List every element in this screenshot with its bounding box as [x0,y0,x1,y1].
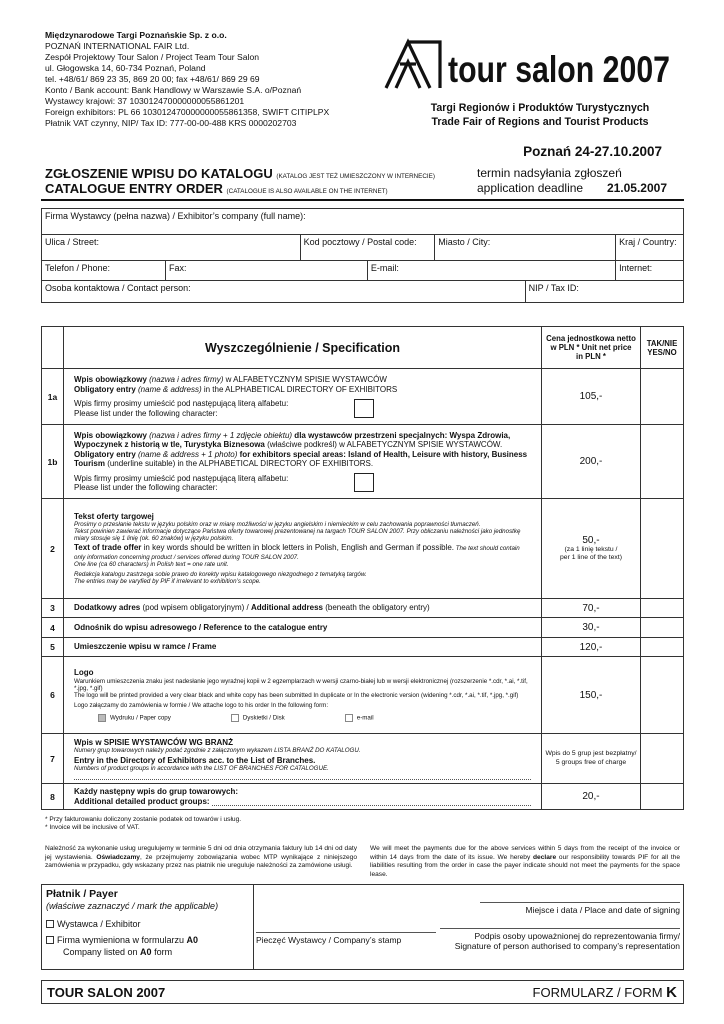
row-description: Umieszczenie wpisu w ramce / Frame [64,638,542,657]
r2-price: 50,- [582,535,600,546]
company-details-table [41,208,684,303]
r2-en-i: The text should contain only information concerning product / services offered during TOUR SALON 2007. [74,545,520,561]
row-price: 105,- [542,369,641,425]
r7-note-en: 5 groups free of charge [555,758,627,766]
r1a-l1r: w ALFABETYCZNYM SPISIE WYSTAWCÓW [223,375,387,385]
fair-name [395,101,685,129]
fair-name-en: Trade Fair of Regions and Tourist Products [431,116,649,128]
r3-b2: Additional address [250,603,323,613]
title-pl-note: (KATALOG JEST TEŻ UMIESZCZONY W INTERNECIE) [276,173,435,180]
organizer-line: Wystawcy krajowi: 37 103012470000000055861201 [45,96,245,106]
fax-field[interactable] [166,261,368,281]
deadline-label-en: application deadline [477,181,584,195]
r1b-l1n: (właściwe podkreśl) w ALFABETYCZNYM SPISIE WYSTAWCÓW. [264,440,503,450]
r3-r1: (pod wpisem obligatoryjnym) / [140,603,251,613]
r2-p4: The entries may be varyfied by PIF if irrelevant to exhibition’s scope. [74,578,261,586]
payer-company-option[interactable] [46,934,249,946]
company-name-label: Firma Wystawcy (pełna nazwa) / Exhibitor’s company (full name): [45,211,306,221]
row-num: 4 [42,618,64,638]
form-footer [41,980,684,1004]
r1a-letter-en: Please list under the following character: [74,408,218,418]
row-price: 30,- [542,618,641,638]
postal-code-field[interactable] [300,235,435,261]
contact-label: Osoba kontaktowa / Contact person: [45,283,191,293]
r1b-l1b: Wpis obowiązkowy [74,430,147,440]
nip-label: NIP / Tax ID: [528,283,579,293]
r1b-letter-en: Please list under the following character: [74,482,218,492]
place-date-field[interactable]: Miejsce i data / Place and date of signing [480,902,680,915]
r2-en-line: One line (ca 60 characters) in Polish text = one rate unit. [74,560,229,568]
contact-person-field[interactable] [42,281,526,303]
terms-pl-a: Należność za wykonanie usług uregulujemy w terminie 5 dni od dnia otrzymania faktury lub 14 dni od daty jej wystawienia. [45,845,357,861]
paper-copy-option[interactable] [98,714,171,722]
row-num: 6 [42,657,64,734]
r1a-l2r: in the ALPHABETICAL DIRECTORY OF EXHIBITORS [201,384,398,394]
r3-b1: Dodatkowy adres [74,603,141,613]
phone-field[interactable] [42,261,166,281]
row-num: 7 [42,734,64,784]
fax-label: Fax: [169,263,187,273]
r7-t2: Numery grup towarowych należy podać zgodnie z załączonym wykazem LISTA BRANŻ DO KATALOGU. [74,746,361,754]
payer-title: Płatnik / Payer [46,888,118,900]
internet-field[interactable] [616,261,684,281]
r2-price-note-pl: (za 1 linię tekstu / [564,546,618,553]
organizer-line: tel. +48/61/ 869 23 35, 869 20 00; fax +48/61/ 869 29 69 [45,74,260,84]
payer-company-label-en: Company listed on [63,947,141,957]
payer-company-label: Firma wymieniona w formularzu [57,935,187,945]
logo-text: tour salon 2007 [448,49,670,90]
disk-label: Dyskietki / Disk [242,714,285,722]
tour-salon-logo [382,36,674,94]
yes-no-cell[interactable] [641,599,684,618]
internet-label: Internet: [619,263,653,273]
table-row [42,599,684,618]
spec-header-num [42,327,64,369]
groups-input-line[interactable] [74,774,531,780]
r1a-letter-pl: Wpis firmy prosimy umieścić pod następującą literą alfabetu: [74,399,289,409]
organizer-info [45,30,385,129]
r1a-l1i: (nazwa i adres firmy) [146,375,224,385]
checkbox-icon[interactable] [98,714,106,722]
payment-terms-en [370,845,680,879]
r2-en-b: Text of trade offer [74,543,142,553]
table-row [42,425,684,499]
r8-t2: Additional detailed product groups: [74,796,210,806]
r2-price-note-en: per 1 line of the text) [560,554,622,561]
title-en-text: CATALOGUE ENTRY ORDER [45,181,223,196]
table-row [42,734,684,784]
r1b-l2r: for exhibitors special areas: Island of Health, Leisure with history, Business Tourism [74,449,528,468]
table-row [42,657,684,734]
table-row [42,618,684,638]
row-description [64,784,542,810]
vat-note-en: * Invoice will be inclusive of VAT. [45,824,140,832]
table-row [42,499,684,599]
row-price [542,734,641,784]
yes-no-cell[interactable] [641,784,684,810]
r7-t1: Wpis w SPISIE WYSTAWCÓW WG BRANŻ [74,737,233,747]
r1a-l2b: Obligatory entry [74,384,136,394]
r2-title: Tekst oferty targowej [74,511,154,521]
yes-no-header: TAK/NIE YES/NO [641,327,684,369]
city-label: Miasto / City: [438,237,491,247]
email-option[interactable] [345,714,374,722]
terms-en-b: declare [533,853,557,861]
r3-r2: (beneath the obligatory entry) [322,603,430,613]
row-description: Odnośnik do wpisu adresowego / Reference to the catalogue entry [64,618,542,638]
row-description [64,657,542,734]
terms-en-a: We will meet the payments due for the above services within 5 days from the receipt of the invoice or within 14 days from the date of its issue. We hereby [370,845,680,861]
specification-table [41,326,684,810]
email-label: E-mail: [370,263,399,273]
row-num: 2 [42,499,64,599]
r6-order: Logo załączamy do zamówienia w formie / We attache logo to his order In the following form: [74,702,329,710]
r7-t3: Entry in the Directory of Exhibitors acc. to the List of Branches. [74,756,316,765]
payer-company-form: A0 [186,935,199,945]
r2-p1: Prosimy o przesłanie tekstu w języku polskim oraz w miarę możliwości w języku angielskim i niemieckim w celu zachowania poprawności tłumaczeń. [74,520,481,528]
payer-company-form-en: A0 [140,947,152,957]
table-row [42,784,684,810]
row-price: 20,- [542,784,641,810]
title-pl-text: ZGŁOSZENIE WPISU DO KATALOGU [45,166,273,181]
form-title-pl [45,166,435,181]
yes-no-cell[interactable] [641,618,684,638]
email-option-label: e-mail [356,714,374,722]
fair-name-pl: Targi Regionów i Produktów Turystycznych [430,102,650,114]
yes-no-cell[interactable] [641,638,684,657]
payer-exhibitor-label: Wystawca / Exhibitor [57,919,141,929]
footer-fair-name: TOUR SALON 2007 [47,985,166,1000]
letter-input-box[interactable] [354,473,374,492]
checkbox-icon[interactable] [231,714,239,722]
r1b-l2b: Obligatory entry [74,449,136,459]
r1b-l2n: (underline suitable) in the ALPHABETICAL DIRECTORY OF EXHIBITORS. [104,458,374,468]
terms-pl-b: Oświadczamy [96,853,140,861]
row-description [64,599,542,618]
phone-label: Telefon / Phone: [45,263,111,273]
vat-notes [45,816,241,832]
r6-pl: Warunkiem umieszczenia znaku jest nadesłanie jego wyraźnej kopii w 2 egzemplarzach w wersji czarno-białej lub w wersji elektronicznej (rozszerzenie *.cdr, *.ai, *.tif, *.jpg, *.gif) [74,677,528,692]
letter-input-box[interactable] [354,399,374,418]
table-row [42,369,684,425]
r1b-l1i: (nazwa i adres firmy + 1 zdjęcie obiektu) [146,430,293,440]
r7-t4: Numbers of product groups in accordance with the LIST OF BRANCHES FOR CATALOGUE. [74,765,329,773]
r2-en-r: in key words should be written in block letters in Polish, English and German if possible. [141,543,455,553]
deadline-label-pl: termin nadsyłania zgłoszeń [477,166,622,180]
r2-p2: Tekst powinien zawierać informacje dotyczące Państwa oferty towarowej prezentowanej na targach TOUR SALON 2007. Przy obliczaniu należności jako jednostkę miary stosuje się 1 linię (ok. 60 znaków) w języku polskim. [74,528,521,543]
r8-t1: Każdy następny wpis do grup towarowych: [74,787,239,797]
groups-input-line[interactable] [212,799,531,806]
r1b-l1r: dla wystawców przestrzeni specjalnych: Wyspa Zdrowia, Wypoczynek z historią w tle, Turystyka Biznesowa [74,430,511,450]
payer-options [42,885,254,969]
paper-copy-label: Wydruku / Paper copy [110,714,171,722]
r1a-l1b: Wpis obowiązkowy [74,375,147,385]
title-en-note: (CATALOGUE IS ALSO AVAILABLE ON THE INTERNET) [226,188,388,195]
postal-label: Kod pocztowy / Postal code: [303,237,417,247]
row-price [542,499,641,599]
row-num: 1a [42,369,64,425]
street-label: Ulica / Street: [45,237,100,247]
terms-pl-c: , że przejmujemy zobowiązania wobec MTP wynikające z niniejszego zamówienia w przypadku, gdy wskazany przez nas płatnik nie ureguluje należności za zamówione usługi. [45,853,358,870]
payment-terms-pl [45,845,357,871]
row-price: 150,- [542,657,641,734]
footer-form-letter: K [666,984,677,1001]
yes-no-cell[interactable] [641,369,684,425]
organizer-line: Konto / Bank account: Bank Handlowy w Warszawie S.A. o/Poznań [45,85,302,95]
email-field[interactable] [367,261,615,281]
signature-field[interactable] [440,928,680,951]
payer-exhibitor-option[interactable] [46,918,249,930]
signature-label-en: Signature of person authorised to company’s representation [454,941,680,951]
organizer-line: Płatnik VAT czynny, NIP/ Tax ID: 777-00-00-488 KRS 0000202703 [45,118,297,128]
street-field[interactable] [42,235,301,261]
checkbox-icon[interactable] [345,714,353,722]
form-title-en [45,181,388,196]
r2-p3: Redakcja katalogu zastrzega sobie prawo do korekty wpisu katalogowego niezgodnego z tematyką targów. [74,571,367,579]
vat-note-pl: * Przy fakturowaniu doliczony zostanie podatek od towarów i usług. [45,816,242,823]
logo-mark-icon [386,42,440,88]
r1b-letter-pl: Wpis firmy prosimy umieścić pod następującą literą alfabetu: [74,473,289,483]
terms-en-c: our responsibility towards PIF for all the liabilities resulting from the order in case the payer indicate should not meet the payments for the space lease. [370,853,680,878]
signature-label-pl: Podpis osoby upoważnionej do reprezentowania firmy/ [474,931,680,941]
r1b-l2i: (name & address + 1 photo) [135,449,238,459]
row-description [64,734,542,784]
r6-title: Logo [74,668,94,678]
organizer-line: Foreign exhibitors: PL 66 103012470000000055861358, SWIFT CITIPLPX [45,107,330,117]
footer-form-id [533,984,677,1001]
row-num: 1b [42,425,64,499]
row-price: 200,- [542,425,641,499]
row-num: 3 [42,599,64,618]
company-name-field[interactable] [42,209,684,235]
organizer-line: Zespół Projektowy Tour Salon / Project Team Tour Salon [45,52,259,62]
yes-no-cell[interactable] [641,657,684,734]
nip-field[interactable] [525,281,683,303]
r7-note-pl: Wpis do 5 grup jest bezpłatny/ [545,750,637,758]
yes-no-cell[interactable] [641,734,684,784]
table-row [42,638,684,657]
r6-en: The logo will be printed provided a very clear black and white copy has been submitted In duplicate or In the electronic version (widening *.cdr, *.ai, *.tif, *.jpg, *.gif) [74,692,519,700]
row-description [64,425,542,499]
organizer-line: POZNAŃ INTERNATIONAL FAIR Ltd. [45,41,190,51]
row-num: 5 [42,638,64,657]
footer-form-label: FORMULARZ / FORM [532,985,667,1000]
row-description [64,499,542,599]
price-header: Cena jednostkowa netto w PLN * Unit net price in PLN * [542,327,641,369]
company-stamp-field[interactable]: Pieczęć Wystawcy / Company’s stamp [256,932,436,945]
fair-place-date: Poznań 24-27.10.2007 [523,144,662,159]
row-description [64,369,542,425]
organizer-line: Międzynarodowe Targi Poznańskie Sp. z o.o. [45,30,227,40]
country-label: Kraj / Country: [619,237,677,247]
row-price: 70,- [542,599,641,618]
row-price: 120,- [542,638,641,657]
checkbox-icon[interactable] [46,920,54,928]
checkbox-icon[interactable] [46,936,54,944]
country-field[interactable] [616,235,684,261]
deadline-date: 21.05.2007 [606,181,667,195]
city-field[interactable] [435,235,616,261]
payer-subtitle: (właściwe zaznaczyć / mark the applicable) [46,901,219,911]
row-num: 8 [42,784,64,810]
disk-option[interactable] [231,714,285,722]
spec-header: Wyszczególnienie / Specification [64,327,542,369]
payer-company-form-suffix: form [151,947,173,957]
payer-section [41,884,684,970]
title-divider [41,199,684,201]
yes-no-cell[interactable] [641,425,684,499]
organizer-line: ul. Głogowska 14, 60-734 Poznań, Poland [45,63,206,73]
yes-no-cell[interactable] [641,499,684,599]
r1a-l2i: (name & address) [135,384,202,394]
